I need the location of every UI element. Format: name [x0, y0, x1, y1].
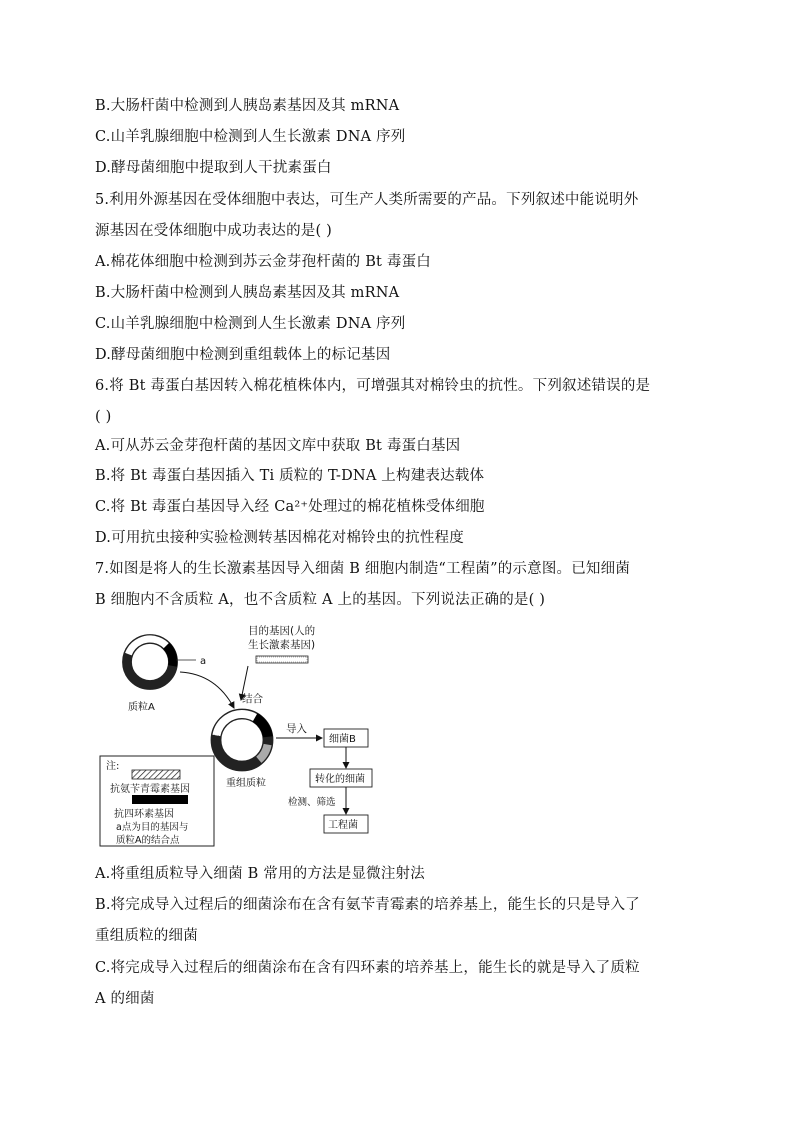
amp-swatch	[132, 770, 180, 779]
legend-tet: 抗四环素基因	[114, 809, 174, 820]
legend-amp: 抗氨苄青霉素基因	[110, 784, 190, 795]
combine-label: 结合	[242, 693, 263, 705]
point-a-label: a	[200, 656, 207, 667]
text-line: D.酵母菌细胞中提取到人干扰素蛋白	[95, 160, 332, 176]
question-6-stem: ( )	[95, 409, 112, 425]
text-line: D.酵母菌细胞中检测到重组载体上的标记基因	[95, 347, 391, 363]
text-line: C.将完成导入过程后的细菌涂布在含有四环素的培养基上，能生长的就是导入了质粒	[95, 960, 640, 976]
tet-swatch	[132, 795, 188, 804]
text-line: 重组质粒的细菌	[95, 928, 198, 944]
text-line: A.棉花体细胞中检测到苏云金芽孢杆菌的 Bt 毒蛋白	[95, 254, 431, 270]
question-7-stem: B 细胞内不含质粒 A，也不含质粒 A 上的基因。下列说法正确的是( )	[95, 592, 546, 608]
text-line: D.可用抗虫接种实验检测转基因棉花对棉铃虫的抗性程度	[95, 530, 464, 546]
plasmid-a	[117, 629, 182, 694]
text-line: B.将 Bt 毒蛋白基因插入 Ti 质粒的 T-DNA 上构建表达载体	[95, 468, 485, 484]
legend-title: 注:	[106, 761, 120, 772]
text-line: B.大肠杆菌中检测到人胰岛素基因及其 mRNA	[95, 285, 400, 301]
plasmid-a-label: 质粒A	[128, 702, 155, 713]
question-5-stem: 源基因在受体细胞中成功表达的是( )	[95, 223, 333, 239]
legend	[100, 756, 214, 846]
transformed-label: 转化的细菌	[315, 774, 365, 785]
genetic-engineering-diagram	[96, 616, 396, 848]
combine-arrow	[180, 672, 234, 708]
question-5-stem: 5.利用外源基因在受体细胞中表达，可生产人类所需要的产品。下列叙述中能说明外	[95, 192, 639, 208]
target-gene-label: 目的基因(人的	[248, 625, 316, 637]
question-7-stem: 7.如图是将人的生长激素基因导入细菌 B 细胞内制造“工程菌”的示意图。已知细菌	[95, 561, 631, 577]
text-line: C.将 Bt 毒蛋白基因导入经 Ca²⁺处理过的棉花植株受体细胞	[95, 499, 485, 515]
text-line: A.可从苏云金芽孢杆菌的基因文库中获取 Bt 毒蛋白基因	[95, 438, 461, 454]
legend-point-a: 质粒A的结合点	[116, 835, 180, 846]
text-line: B.大肠杆菌中检测到人胰岛素基因及其 mRNA	[95, 98, 400, 114]
bacteria-b-label: 细菌B	[329, 734, 356, 745]
engineered-label: 工程菌	[328, 820, 358, 831]
recombinant-label: 重组质粒	[226, 778, 266, 789]
text-line: C.山羊乳腺细胞中检测到人生长激素 DNA 序列	[95, 129, 406, 145]
recombinant-plasmid	[206, 704, 277, 775]
text-line: B.将完成导入过程后的细菌涂布在含有氨苄青霉素的培养基上，能生长的只是导入了	[95, 897, 640, 913]
introduce-label: 导入	[286, 723, 307, 735]
text-line: A.将重组质粒导入细菌 B 常用的方法是显微注射法	[95, 866, 425, 882]
text-line: A 的细菌	[95, 991, 155, 1007]
target-gene-label: 生长激素基因)	[248, 639, 316, 651]
detect-screen-label: 检测、筛选	[288, 797, 336, 808]
text-line: C.山羊乳腺细胞中检测到人生长激素 DNA 序列	[95, 316, 406, 332]
legend-point-a: a点为目的基因与	[116, 822, 189, 833]
question-6-stem: 6.将 Bt 毒蛋白基因转入棉花植株体内，可增强其对棉铃虫的抗性。下列叙述错误的是	[95, 378, 651, 394]
